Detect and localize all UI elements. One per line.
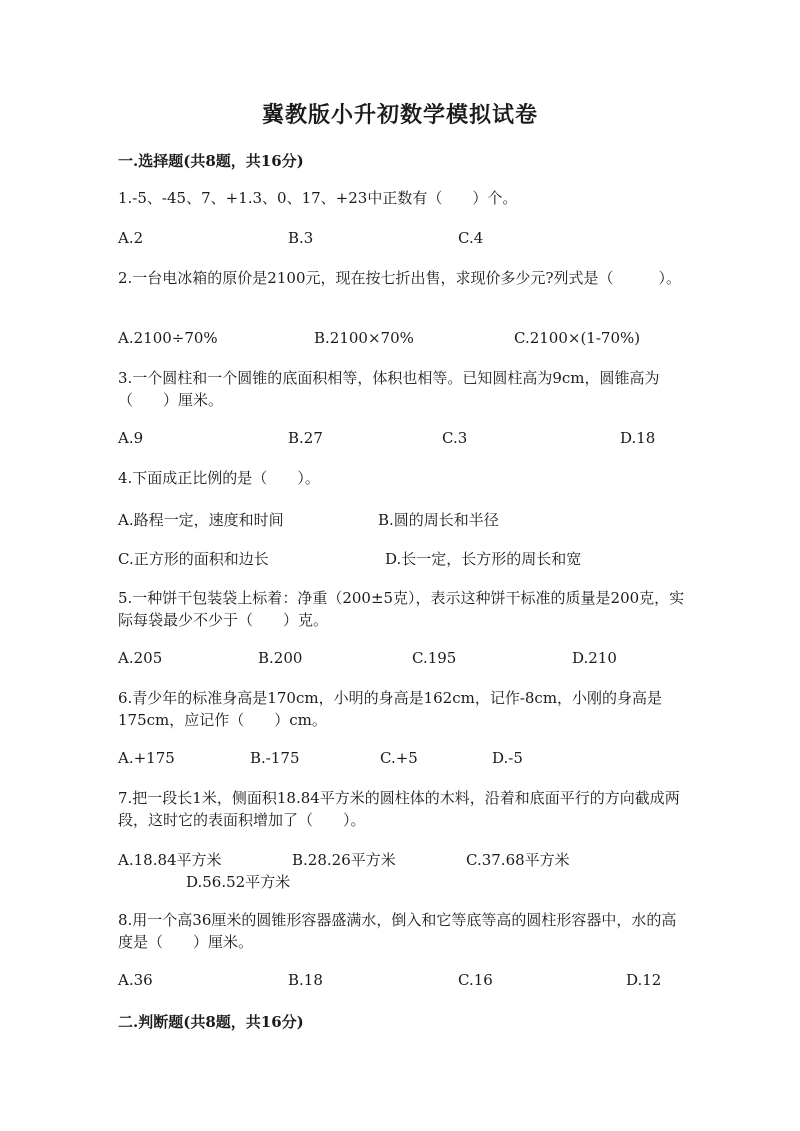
question-7: 7.把一段长1米，侧面积18.84平方米的圆柱体的木料，沿着和底面平行的方向截成两段，这时它的表面积增加了（ ）。 [118,789,680,829]
option-a: A.205 [118,649,163,667]
option-c: C.16 [458,971,493,989]
option-b: B.3 [288,229,314,247]
option-b: B.圆的周长和半径 [378,511,499,529]
option-a: A.+175 [118,749,175,767]
question-4: 4.下面成正比例的是（ ）。 [118,469,320,487]
option-a: A.9 [118,429,144,447]
question-5: 5.一种饼干包装袋上标着：净重（200±5克），表示这种饼干标准的质量是200克，实际每袋最少不少于（ ）克。 [118,589,685,629]
option-a: A.36 [118,971,153,989]
option-a: A.2100÷70% [118,329,218,347]
option-b: B.2100×70% [314,329,414,347]
option-b: B.-175 [250,749,300,767]
option-c: C.195 [412,649,457,667]
option-c: C.+5 [380,749,418,767]
question-6: 6.青少年的标准身高是170cm，小明的身高是162cm，记作-8cm，小刚的身高是175cm，应记作（ ）cm。 [118,689,663,729]
option-d: D.18 [620,429,656,447]
option-c: C.正方形的面积和边长 [118,550,269,568]
option-d: D.12 [626,971,662,989]
option-a: A.路程一定，速度和时间 [118,511,284,529]
question-8: 8.用一个高36厘米的圆锥形容器盛满水，倒入和它等底等高的圆柱形容器中，水的高度是（ ）厘米。 [118,911,677,951]
option-d: D.56.52平方米 [186,873,291,891]
option-b: B.200 [258,649,303,667]
option-c: C.2100×(1-70%) [514,329,641,347]
option-b: B.27 [288,429,323,447]
page-title: 冀教版小升初数学模拟试卷 [261,102,538,128]
option-a: A.2 [118,229,144,247]
section-heading-judgment: 二.判断题(共8题，共16分) [118,1013,304,1031]
option-a: A.18.84平方米 [118,851,222,869]
option-d: D.210 [572,649,617,667]
option-d: D.长一定，长方形的周长和宽 [385,550,582,568]
section-heading-choice: 一.选择题(共8题，共16分) [118,152,304,170]
question-1: 1.-5、-45、7、+1.3、0、17、+23中正数有（ ）个。 [118,189,518,207]
question-3: 3.一个圆柱和一个圆锥的底面积相等，体积也相等。已知圆柱高为9cm，圆锥高为（ ）厘米。 [118,369,660,409]
option-c: C.37.68平方米 [466,851,570,869]
option-b: B.18 [288,971,323,989]
question-2: 2.一台电冰箱的原价是2100元，现在按七折出售，求现价多少元?列式是（ ）。 [118,269,682,287]
option-c: C.4 [458,229,484,247]
option-b: B.28.26平方米 [292,851,396,869]
option-c: C.3 [442,429,468,447]
option-d: D.-5 [492,749,523,767]
